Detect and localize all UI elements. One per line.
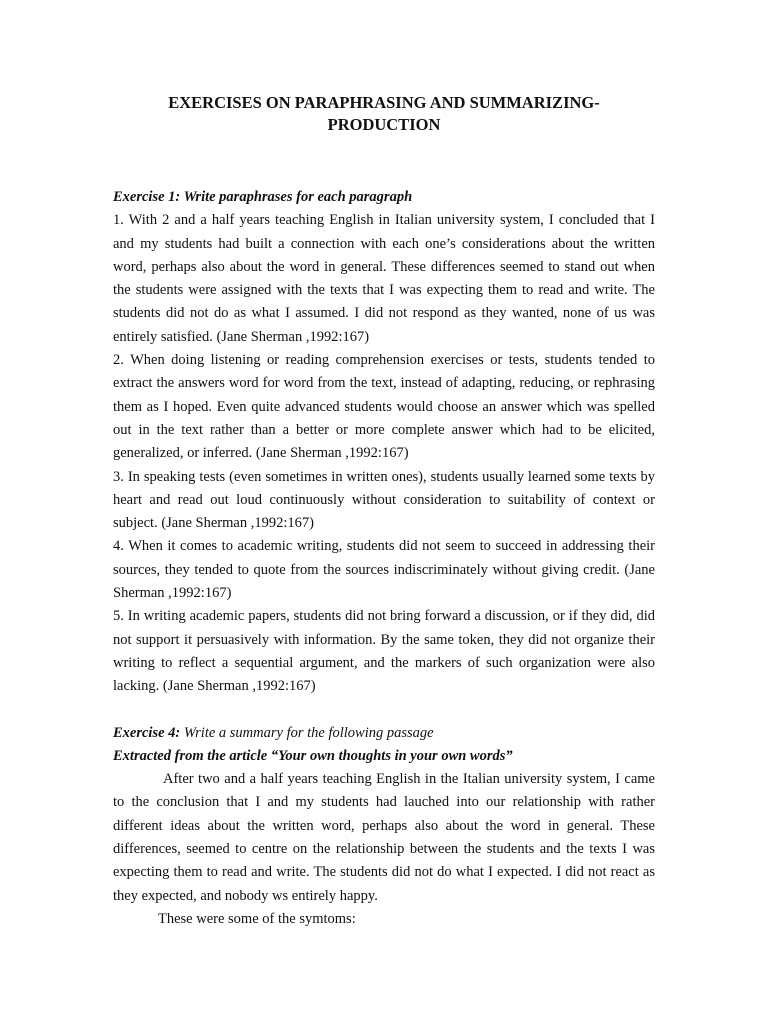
exercise-1-heading: Exercise 1: Write paraphrases for each paragraph <box>113 189 413 205</box>
exercise-4-passage-paragraph-2: These were some of the symtoms: <box>158 910 356 927</box>
exercise-1-paragraph-4: 4. When it comes to academic writing, students did not seem to succeed in addressing their sources, they tended to quote from the sources indiscriminately without giving credit. (Jane Sherman ,1992:167) <box>113 538 655 602</box>
exercise-1-paragraph-2: 2. When doing listening or reading comprehension exercises or tests, students tended to extract the answers word for word from the text, instead of adapting, reducing, or rephrasing them as I hoped. Even quite advanced students would choose an answer which was spelled out in the text rather than a better or more complete answer which had to be elicited, generalized, or inferred. (Jane Sherman ,1992:167) <box>113 352 655 462</box>
exercise-4-label: Exercise 4: <box>113 724 181 741</box>
exercise-4-passage-paragraph-1: After two and a half years teaching English in the Italian university system, I came to the conclusion that I and my students had lauched into our relationship with rather different ideas about the written word, perhaps also about the word in general. These differences, seemed to centre on the relationship between the students and the texts I was expecting them to read and write. The students did not do what I expected. I did not react as they expected, and nobody ws entirely happy. <box>113 771 655 904</box>
section-spacer <box>113 699 655 722</box>
document-title: EXERCISES ON PARAPHRASING AND SUMMARIZING-PRODUCTION <box>168 93 600 134</box>
exercise-4-heading <box>113 722 655 745</box>
exercise-1-paragraph-5: 5. In writing academic papers, students did not bring forward a discussion, or if they did, did not support it persuasively with information. By the same token, they did not organize their writing to reflect a sequential argument, and the markers of such organization were also lacking. (Jane Sherman ,1992:167) <box>113 608 655 695</box>
exercise-1-paragraph-3: 3. In speaking tests (even sometimes in written ones), students usually learned some texts by heart and read out loud continuously without consideration to suitability of context or subject. (Jane Sherman ,1992:167) <box>113 468 655 532</box>
exercise-1-paragraph-1: 1. With 2 and a half years teaching English in Italian university system, I concluded that I and my students had built a connection with each one’s considerations about the written word, perhaps also about the word in general. These differences seemed to stand out when the students were assigned with the texts that I was expecting them to read and write. The students did not do as what I assumed. I did not respond as they wanted, none of us was entirely satisfied. (Jane Sherman ,1992:167) <box>113 212 655 345</box>
exercise-4-source: Extracted from the article “Your own thoughts in your own words” <box>113 747 513 764</box>
exercise-4-instruction: Write a summary for the following passage <box>180 724 434 741</box>
document-page <box>113 92 655 931</box>
